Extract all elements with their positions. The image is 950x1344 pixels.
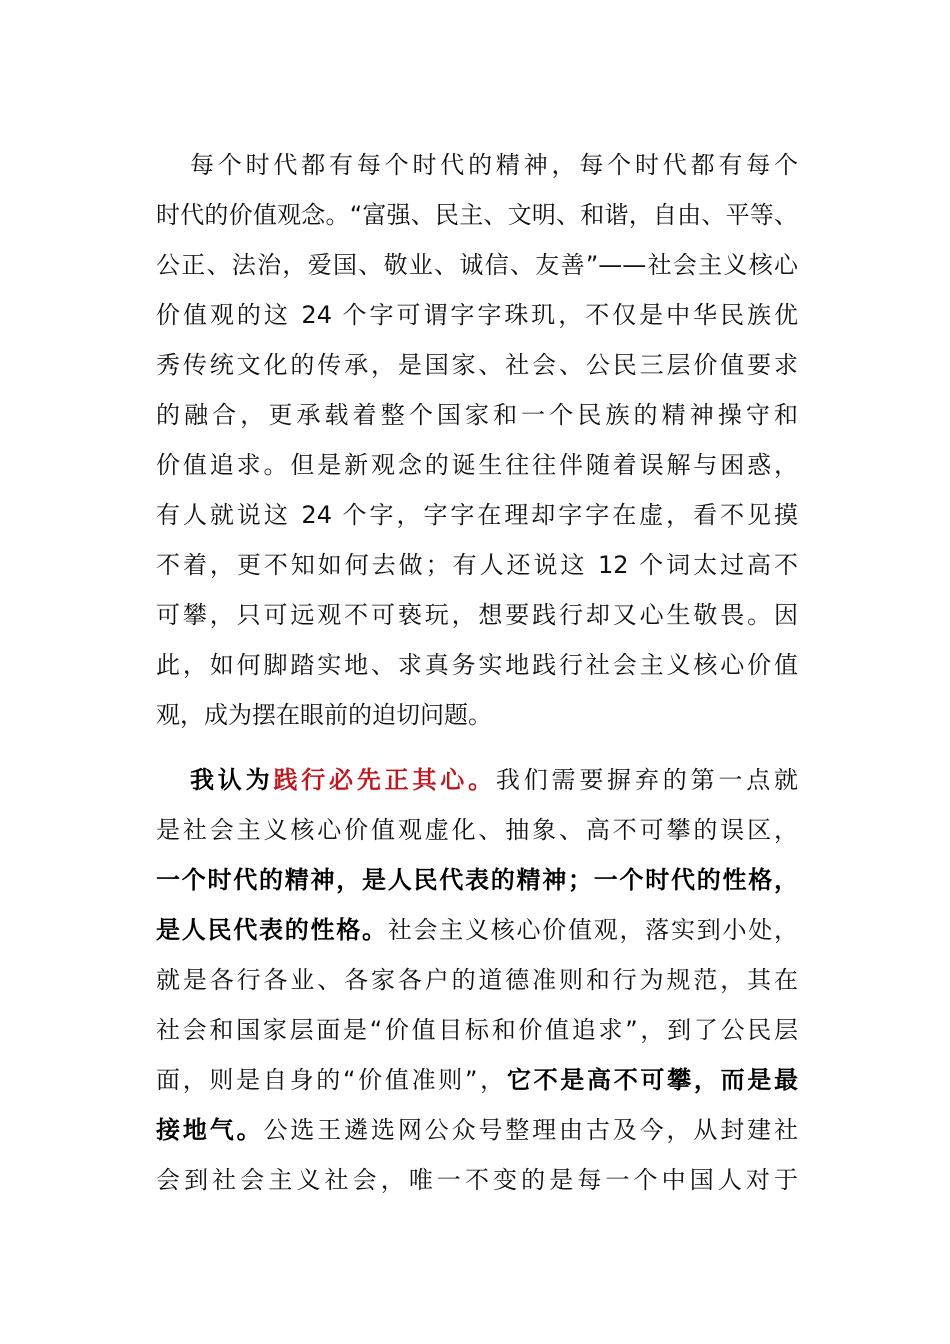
paragraph-line: 每个时代都有每个时代的精神，每个时代都有每个 bbox=[190, 151, 798, 179]
paragraph-line bbox=[156, 905, 798, 955]
paragraph-2 bbox=[156, 755, 798, 1205]
paragraph-line: 时代的价值观念。“富强、民主、文明、和谐，自由、平等、 bbox=[156, 201, 798, 229]
paragraph-line: 就是各行各业、各家各户的道德准则和行为规范，其在 bbox=[156, 966, 798, 994]
body-text: 社会主义核心价值观，落实到小处， bbox=[387, 916, 798, 944]
bold-text: 是人民代表的性格。 bbox=[156, 916, 388, 944]
paragraph-line: 的融合，更承载着整个国家和一个民族的精神操守和 bbox=[156, 401, 798, 429]
bold-text: 我认为 bbox=[190, 766, 274, 794]
paragraph-line: 不着，更不知如何去做；有人还说这 12 个词太过高不 bbox=[156, 551, 798, 579]
body-text: 公选王遴选网公众号整理由古及今，从封建社 bbox=[263, 1116, 799, 1144]
paragraph-line: 价值追求。但是新观念的诞生往往伴随着误解与困惑， bbox=[156, 451, 798, 479]
paragraph-line bbox=[156, 1105, 798, 1155]
paragraph-line: 观，成为摆在眼前的迫切问题。 bbox=[156, 701, 492, 729]
paragraph-line: 此，如何脚踏实地、求真务实地践行社会主义核心价值 bbox=[156, 651, 798, 679]
paragraph-line: 有人就说这 24 个字，字字在理却字字在虚，看不见摸 bbox=[156, 501, 798, 529]
paragraph-line: 社会和国家层面是“价值目标和价值追求”，到了公民层 bbox=[156, 1016, 798, 1044]
paragraph-1 bbox=[156, 140, 798, 740]
paragraph-line: 会到社会主义社会，唯一不变的是每一个中国人对于 bbox=[156, 1166, 798, 1194]
body-text: 我们需要摒弃的第一点就 bbox=[495, 766, 799, 794]
paragraph-line: 公正、法治，爱国、敬业、诚信、友善”——社会主义核心 bbox=[156, 251, 798, 279]
paragraph-line: 可攀，只可远观不可亵玩，想要践行却又心生敬畏。因 bbox=[156, 601, 798, 629]
paragraph-line: 是社会主义核心价值观虚化、抽象、高不可攀的误区， bbox=[156, 816, 798, 844]
paragraph-line bbox=[156, 1055, 798, 1105]
paragraph-line: 价值观的这 24 个字可谓字字珠玑，不仅是中华民族优 bbox=[156, 301, 798, 329]
paragraph-line-bold: 一个时代的精神，是人民代表的精神；一个时代的性格， bbox=[156, 866, 798, 894]
highlight-text: 践行必先正其心。 bbox=[273, 766, 496, 794]
paragraph-line: 秀传统文化的传承，是国家、社会、公民三层价值要求 bbox=[156, 351, 798, 379]
body-text: 面，则是自身的“价值准则”， bbox=[156, 1066, 507, 1094]
paragraph-line bbox=[156, 755, 798, 805]
bold-text: 接地气。 bbox=[156, 1116, 264, 1144]
bold-text: 它不是高不可攀，而是最 bbox=[506, 1066, 798, 1094]
